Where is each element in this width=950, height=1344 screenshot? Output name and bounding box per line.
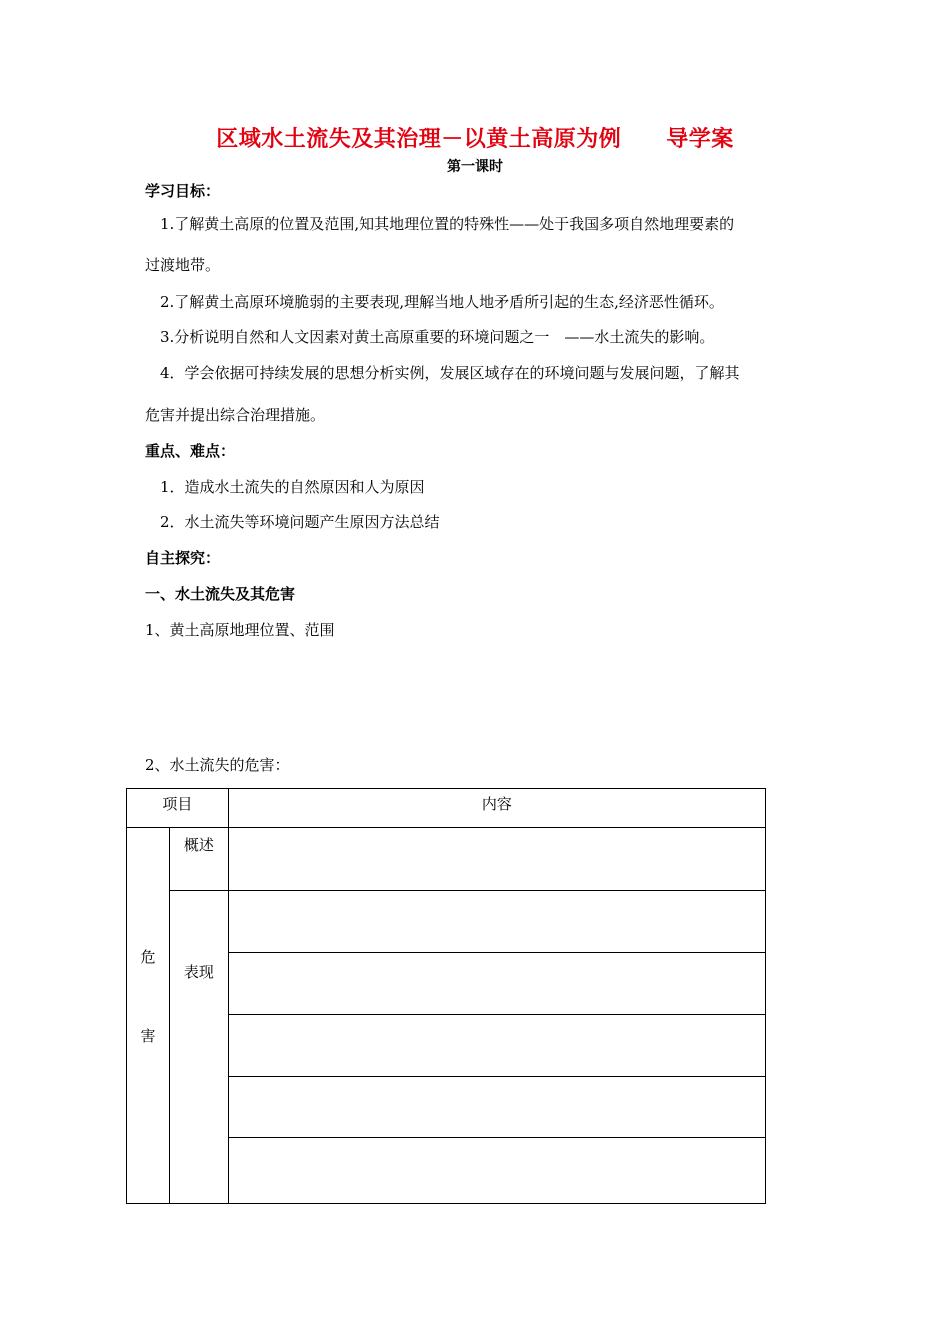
header-content-label: 内容	[481, 795, 512, 813]
key-point-2: 2．水土流失等环境问题产生原因方法总结	[160, 513, 440, 531]
goal-4-line-2: 危害并提出综合治理措施。	[145, 406, 326, 424]
question-2: 2、水土流失的危害：	[145, 756, 290, 774]
lesson-subtitle: 第一课时	[447, 159, 503, 175]
table-header-row	[127, 789, 766, 828]
overview-content-cell[interactable]	[228, 828, 765, 891]
manifest-label-cell	[169, 891, 228, 1204]
table-row-overview	[127, 828, 766, 891]
harm-table	[126, 788, 766, 1204]
manifest-content-cell-2[interactable]	[228, 953, 765, 1015]
key-points-heading: 重点、难点：	[145, 442, 236, 460]
goals-heading: 学习目标：	[145, 182, 221, 200]
header-content-cell	[228, 789, 765, 828]
page-title: 区域水土流失及其治理－以黄土高原为例 导学案	[216, 127, 734, 152]
goal-1-line-2: 过渡地带。	[145, 256, 221, 274]
question-1: 1、黄土高原地理位置、范围	[145, 621, 335, 639]
manifest-content-cell-1[interactable]	[228, 891, 765, 953]
harm-label-2: 害	[140, 1027, 156, 1045]
overview-label: 概述	[183, 836, 214, 854]
overview-label-cell	[169, 828, 228, 891]
harm-label-1: 危	[140, 948, 156, 966]
header-item-label: 项目	[162, 795, 193, 813]
goal-2: 2.了解黄土高原环境脆弱的主要表现,理解当地人地矛盾所引起的生态,经济恶性循环。	[160, 293, 724, 311]
goal-3: 3.分析说明自然和人文因素对黄土高原重要的环境问题之一 ——水土流失的影响。	[160, 328, 715, 346]
goal-1-line-1: 1.了解黄土高原的位置及范围,知其地理位置的特殊性——处于我国多项自然地理要素的	[160, 215, 735, 233]
table-row-manifest-1	[127, 891, 766, 953]
key-point-1: 1．造成水土流失的自然原因和人为原因	[160, 478, 425, 496]
goal-4-line-1: 4．学会依据可持续发展的思想分析实例，发展区域存在的环境问题与发展问题，了解其	[160, 364, 740, 382]
manifest-content-cell-4[interactable]	[228, 1077, 765, 1138]
manifest-content-cell-3[interactable]	[228, 1015, 765, 1077]
manifest-label: 表现	[183, 963, 214, 981]
inquiry-heading: 自主探究：	[145, 549, 221, 567]
manifest-content-cell-5[interactable]	[228, 1138, 765, 1204]
header-item-cell	[127, 789, 229, 828]
section-1-heading: 一、水土流失及其危害	[145, 585, 296, 603]
harm-group-cell	[127, 828, 170, 1204]
